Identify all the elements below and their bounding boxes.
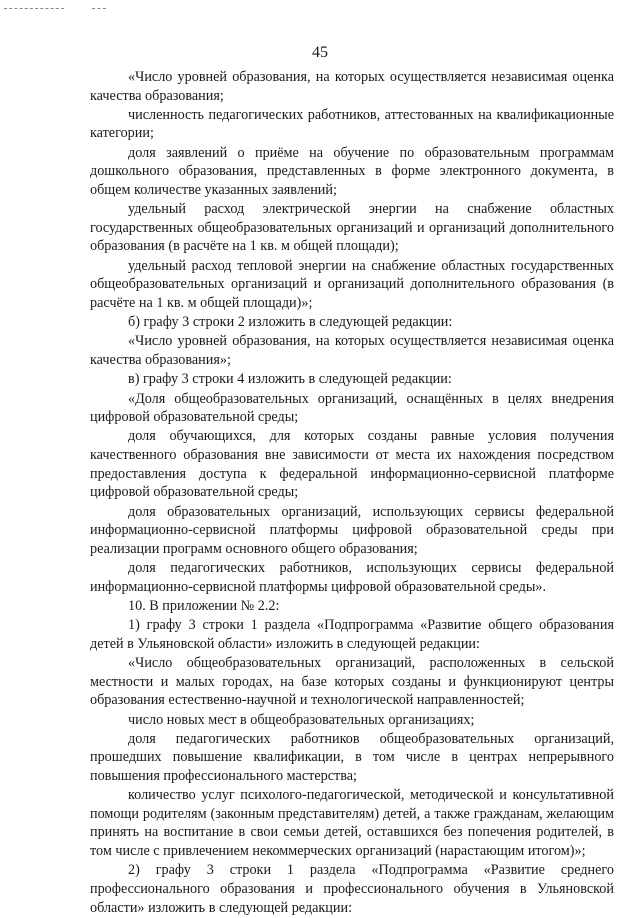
paragraph: доля образовательных организаций, использующих сервисы федеральной информационно-сервисной платформы цифровой образовательной среды при реализации программ основного общего образования; <box>90 503 614 557</box>
paragraph: «Доля общеобразовательных организаций, оснащённых в целях внедрения цифровой образовательной среды; <box>90 390 614 426</box>
paragraph: «Число уровней образования, на которых осуществляется независимая оценка качества образования; <box>90 69 614 104</box>
paragraph: доля педагогических работников, использующих сервисы федеральной информационно-сервисной платформы цифровой образовательной среды». <box>90 560 614 595</box>
paragraph: удельный расход тепловой энергии на снабжение областных государственных общеобразовательных организаций и организаций дополнительного образования (в расчёте на 1 кв. м общей площади)»; <box>90 257 614 311</box>
paragraph: численность педагогических работников, аттестованных на квалификационные категории; <box>90 106 614 142</box>
scan-artifact <box>92 8 106 10</box>
paragraph: 1) графу 3 строки 1 раздела «Подпрограмма «Развитие общего образования детей в Ульяновской области» изложить в следующей редакции: <box>90 617 614 652</box>
paragraph: доля заявлений о приёме на обучение по образовательным программам дошкольного образования, представленных в форме электронного документа, в общем количестве указанных заявлений; <box>90 144 614 198</box>
scan-artifact <box>4 8 64 10</box>
paragraph: «Число общеобразовательных организаций, расположенных в сельской местности и малых городах, на базе которых созданы и функционируют центры образования естественно-научной и технологической направленностей; <box>90 655 614 709</box>
paragraph: количество услуг психолого-педагогической, методической и консультативной помощи родителям (законным представителям) детей, а также гражданам, желающим принять на воспитание в свои семьи детей, оставшихся без попечения родителей, в том числе с привлечением некоммерческих организаций (нарастающим итогом)»; <box>90 787 614 860</box>
paragraph: 10. В приложении № 2.2: <box>128 597 280 614</box>
paragraph: «Число уровней образования, на которых осуществляется независимая оценка качества образования»; <box>90 333 614 369</box>
paragraph: б) графу 3 строки 2 изложить в следующей редакции: <box>128 314 453 331</box>
document-body <box>90 68 614 918</box>
paragraph: в) графу 3 строки 4 изложить в следующей редакции: <box>128 371 452 388</box>
paragraph: 2) графу 3 строки 1 раздела «Подпрограмма «Развитие среднего профессионального образования и профессионального обучения в Ульяновской области» изложить в следующей редакции: <box>90 862 614 916</box>
paragraph: доля обучающихся, для которых созданы равные условия получения качественного образования вне зависимости от места их нахождения посредством предоставления доступа к федеральной информационно-сервисной платформе цифровой образовательной среды; <box>90 428 614 501</box>
paragraph: доля педагогических работников общеобразовательных организаций, прошедших повышение квалификации, в том числе в центрах непрерывного повышения профессионального мастерства; <box>90 730 614 784</box>
page-number: 45 <box>312 44 328 61</box>
paragraph: число новых мест в общеобразовательных организациях; <box>128 711 475 728</box>
paragraph: удельный расход электрической энергии на снабжение областных государственных общеобразовательных организаций и организаций дополнительного образования (в расчёте на 1 кв. м общей площади); <box>90 201 614 255</box>
